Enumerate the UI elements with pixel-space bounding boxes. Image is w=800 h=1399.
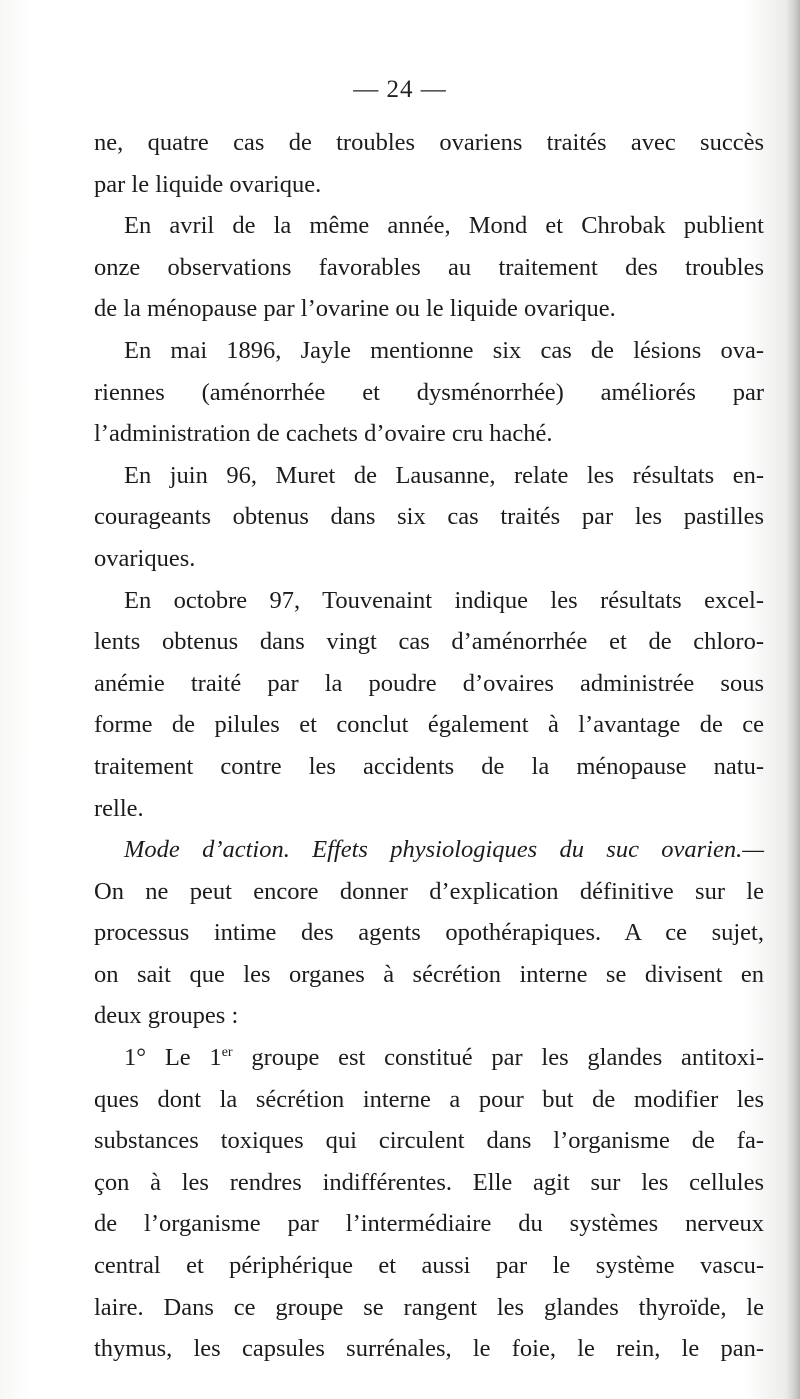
group-one-superscript: er — [221, 1044, 233, 1060]
text-line: par le liquide ovarique. — [94, 170, 322, 198]
text-line: on sait que les organes à sécrétion interne se divisent en — [94, 960, 764, 988]
text-line: processus intime des agents opothérapiques. A ce sujet, — [94, 919, 764, 947]
text-line: çon à les rendres indifférentes. Elle agit sur les cellules — [94, 1168, 764, 1196]
text-line: anémie traité par la poudre d’ovaires administrée sous — [94, 669, 764, 697]
history-paragraphs — [94, 122, 764, 829]
section-paragraph — [94, 871, 764, 1037]
text-line: deux groupes : — [94, 1002, 239, 1030]
group-one-paragraph — [94, 1079, 764, 1370]
text-line: central et périphérique et aussi par le système vascu- — [94, 1252, 764, 1280]
text-line: l’administration de cachets d’ovaire cru haché. — [94, 420, 553, 448]
text-line: traitement contre les accidents de la ménopause natu- — [94, 752, 764, 780]
group-one-prefix: 1° Le 1 — [124, 1044, 222, 1072]
text-line: de l’organisme par l’intermédiaire du systèmes nerveux — [94, 1210, 764, 1238]
text-line: forme de pilules et conclut également à l’avantage de ce — [94, 711, 764, 739]
text-line: courageants obtenus dans six cas traités par les pastilles — [94, 503, 764, 531]
text-line: En mai 1896, Jayle mentionne six cas de lésions ova- — [124, 336, 764, 364]
text-line: lents obtenus dans vingt cas d’aménorrhée et de chloro- — [94, 628, 764, 656]
page-edge-shadow — [786, 0, 800, 1399]
group-one-first-line-rest: groupe est constitué par les glandes antitoxi- — [232, 1044, 765, 1072]
text-line: riennes (aménorrhée et dysménorrhée) améliorés par — [94, 378, 764, 406]
text-line: relle. — [94, 794, 144, 822]
text-line: de la ménopause par l’ovarine ou le liquide ovarique. — [94, 295, 616, 323]
text-line: En juin 96, Muret de Lausanne, relate les résultats en- — [124, 461, 764, 489]
text-line: En avril de la même année, Mond et Chrobak publient — [124, 212, 764, 240]
text-line: En octobre 97, Touvenaint indique les résultats excel- — [124, 586, 764, 614]
text-line: ne, quatre cas de troubles ovariens traités avec succès — [94, 129, 764, 156]
text-line: ovariques. — [94, 544, 196, 572]
text-line: On ne peut encore donner d’explication définitive sur le — [94, 877, 764, 905]
section-heading-line — [94, 829, 764, 871]
body-text — [94, 122, 764, 1370]
text-line: thymus, les capsules surrénales, le foie, le rein, le pan- — [94, 1335, 764, 1363]
group-one-first-line — [94, 1037, 764, 1079]
text-line: substances toxiques qui circulent dans l’organisme de fa- — [94, 1127, 764, 1155]
page-number: — 24 — — [353, 76, 447, 103]
text-line: laire. Dans ce groupe se rangent les glandes thyroïde, le — [94, 1293, 764, 1321]
section-heading: Mode d’action. Effets physiologiques du suc ovarien.— — [124, 836, 764, 864]
text-line: ques dont la sécrétion interne a pour but de modifier les — [94, 1085, 764, 1113]
text-line: onze observations favorables au traitement des troubles — [94, 253, 764, 281]
